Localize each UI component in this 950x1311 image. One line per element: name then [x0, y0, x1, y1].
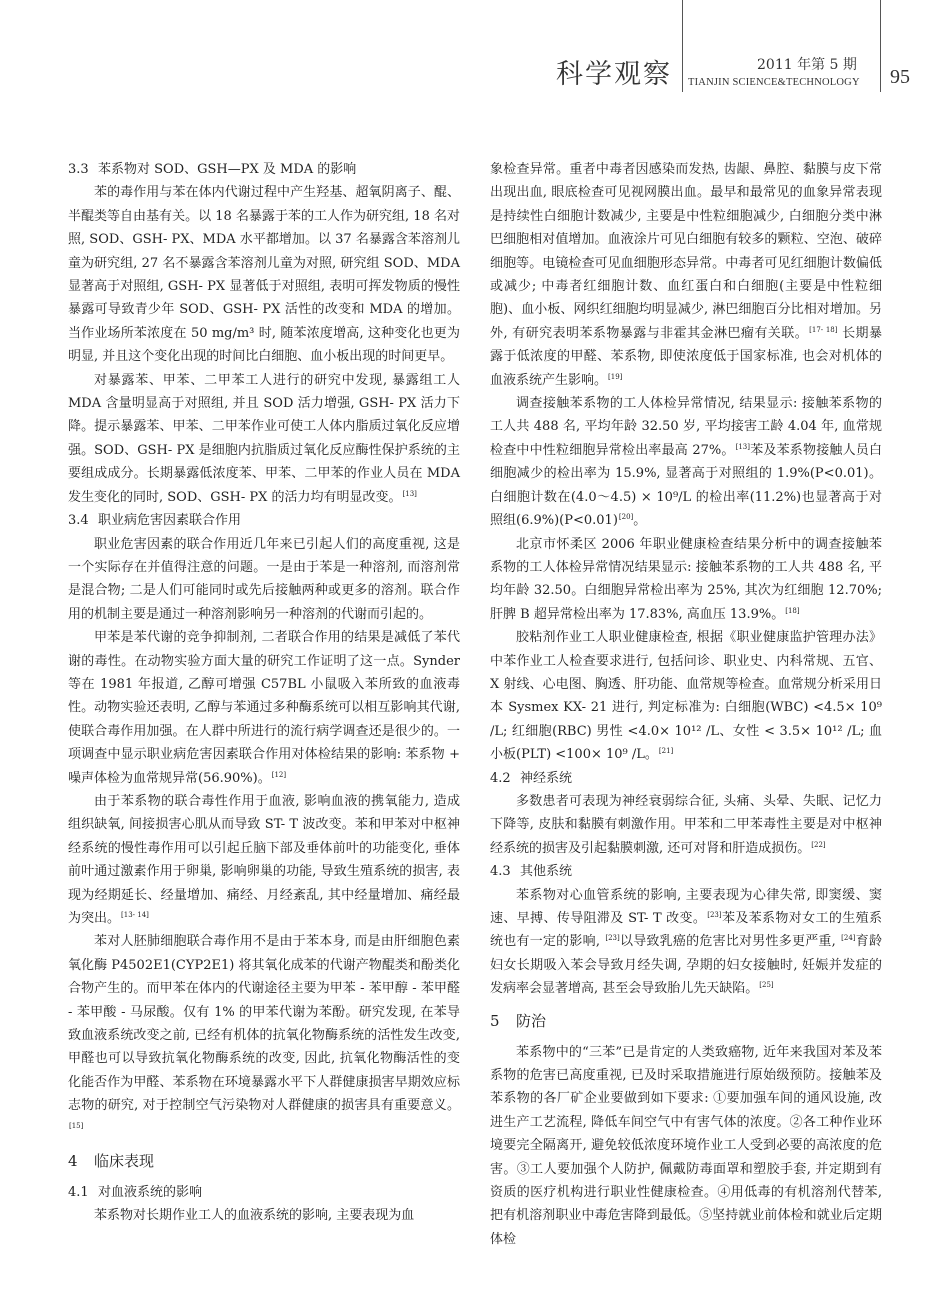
citation-ref: [17- 18]	[809, 325, 838, 334]
section-title: 职业病危害因素联合作用	[98, 513, 242, 529]
paragraph-text: 苯对人胚肺细胞联合毒作用不是由于苯本身, 而是由肝细胞色素氧化酶 P4502E1(CYP2E1) 将其氧化成苯的代谢产物醌类和酚类化合物产生的。而甲苯在体内的代谢途径主要为甲苯 - 苯甲醇 - 苯甲醛 - 苯甲酸 - 马尿酸。仅有 1% 的甲苯代谢为苯酚。研究发现, 在苯导致血液系统改变之前, 已经有机体的抗氧化物酶系统的活性发生改变, 甲醛也可以导致抗氧化物酶系统的改变, 因此, 抗氧化物酶活性的变化能否作为甲醛、苯系物在环境暴露水平下人群健康损害早期效应标志物的研究, 对于控制空气污染物对人群健康的损害具有重要意义。	[68, 934, 460, 1114]
paragraph-text: 苯系物中的“三苯”已是肯定的人类致癌物, 近年来我国对苯及苯系物的危害已高度重视, 已及时采取措施进行原始级预防。接触苯及苯系物的各厂矿企业要做到如下要求: ①要加强车间的通风设施, 改进生产工艺流程, 降低车间空气中有害气体的浓度。②各工种作业环境要完全隔离开, 避免较低浓度环境作业工人受到必要的高浓度的危害。③工人要加强个人防护, 佩戴防毒面罩和塑胶手套, 并定期到有资质的医疗机构进行职业性健康检查。④用低毒的有机溶剂代替苯, 把有机溶剂职业中毒危害降到最低。⑤坚持就业前体检和就业后定期体检	[490, 1044, 882, 1247]
section-title: 神经系统	[520, 770, 573, 786]
section-title: 其他系统	[520, 864, 573, 880]
paragraph-text: 苯系物对长期作业工人的血液系统的影响, 主要表现为血	[94, 1208, 415, 1224]
section-title: 临床表现	[94, 1152, 155, 1171]
citation-ref: [15]	[69, 1121, 84, 1130]
paragraph-text: 长期暴露于低浓度的甲醛、苯系物, 即使浓度低于国家标准, 也会对机体的血液系统产生影响。	[490, 325, 882, 388]
paragraph-text: 育龄妇女长期吸入苯会导致月经失调, 孕期的妇女接触时, 妊娠并发症的发病率会显著增高, 甚至会导致胎儿先天缺陷。	[490, 934, 883, 997]
body-paragraph	[490, 884, 882, 1001]
body-paragraph	[68, 533, 460, 627]
citation-ref: [25]	[759, 981, 774, 990]
paragraph-text: 苯的毒作用与苯在体内代谢过程中产生羟基、超氧阴离子、醌、半醌类等自由基有关。以 18 名暴露于苯的工人作为研究组, 18 名对照, SOD、GSH- PX、MDA 水平都增加。以 37 名暴露含苯溶剂儿童为研究组, 27 名不暴露含苯溶剂儿童为对照, 研究组 SOD、MDA 显著高于对照组, GSH- PX 显著低于对照组, 表明可挥发物质的慢性暴露可导致青少年 SOD、GSH- PX 活性的改变和 MDA 的增加。当作业场所苯浓度在 50 mg/m³ 时, 随苯浓度增高, 这种变化也更为明显, 并且这个变化出现的时间比白细胞、血小板出现的时间更早。	[68, 185, 460, 365]
body-paragraph	[68, 930, 460, 1141]
body-paragraph	[490, 392, 882, 532]
paragraph-text: 苯及苯系物对女工的生殖系统也有一定的影响,	[490, 911, 882, 950]
paragraph-text: 由于苯系物的联合毒性作用于血液, 影响血液的携氧能力, 造成组织缺氧, 间接损害心肌从而导致 ST- T 波改变。苯和甲苯对中枢神经系统的慢性毒作用可以引起丘脑下部及垂体前叶的功能变化, 垂体前叶通过激素作用于卵巢, 影响卵巢的功能, 导致生殖系统的损害, 表现为经期延长、经量增加、痛经、月经紊乱, 其中经量增加、痛经最为突出。	[68, 793, 460, 926]
citation-ref: [13]	[735, 442, 750, 451]
body-paragraph	[490, 533, 882, 627]
citation-ref: [12]	[271, 770, 287, 779]
header-divider-right	[880, 0, 881, 92]
section-number: 4.2	[490, 770, 511, 786]
subsection-heading	[490, 860, 882, 883]
body-paragraph	[490, 1041, 882, 1252]
subsection-heading	[68, 1181, 460, 1204]
citation-ref: [23]	[707, 911, 722, 919]
citation-ref: [23]	[605, 934, 620, 943]
paragraph-text: 职业危害因素的联合作用近几年来已引起人们的高度重视, 这是一个实际存在并值得注意的问题。一是由于苯是一种溶剂, 而溶剂常是混合物; 二是人们可能同时或先后接触两种或更多的溶剂。联合作用的机制主要是通过一种溶剂影响另一种溶剂的代谢而引起的。	[68, 536, 460, 622]
journal-name: TIANJIN SCIENCE&TECHNOLOGY	[688, 77, 860, 88]
paragraph-text: 甲苯是苯代谢的竞争抑制剂, 二者联合作用的结果是减低了苯代谢的毒性。在动物实验方面大量的研究工作证明了这一点。Synder 等在 1981 年报道, 乙醇可增强 C57BL 小鼠吸入苯所致的血液毒性。动物实验还表明, 乙醇与苯通过多种酶系统可以相互影响其代谢, 使联合毒作用加强。在人群中所进行的流行病学调查还是很少的。一项调查中显示职业病危害因素联合作用对体检结果的影响: 苯系物 + 噪声体检为血常规异常(56.90%)。	[68, 630, 460, 786]
body-paragraph	[490, 158, 882, 392]
body-paragraph	[68, 626, 460, 790]
citation-ref: [21]	[658, 747, 674, 756]
body-paragraph	[68, 369, 460, 509]
section-title: 防治	[516, 1011, 547, 1030]
section-number: 5	[490, 1011, 500, 1030]
section-number: 3.3	[68, 162, 89, 177]
paragraph-text: 苯及苯系物接触人员白细胞减少的检出率为 15.9%, 显著高于对照组的 1.9%(P<0.01)。白细胞计数在(4.0～4.5) × 10⁹/L 的检出率(11.2%)也显著高于对照组(6.9%)(P<0.01)	[490, 442, 882, 529]
paragraph-text: 象检查异常。重者中毒者因感染而发热, 齿龈、鼻腔、黏膜与皮下常出现出血, 眼底检查可见视网膜出血。最早和最常见的血象异常表现是持续性白细胞计数减少, 主要是中性粒细胞减少, 白细胞分类中淋巴细胞相对值增加。血液涂片可见白细胞有较多的颗粒、空泡、破碎细胞等。电镜检查可见血细胞形态异常。中毒者可见红细胞计数偏低或减少; 中毒者红细胞计数、血红蛋白和白细胞(主要是中性粒细胞)、血小板、网织红细胞均明显减少, 淋巴细胞百分比相对增加。另外, 有研究表明苯系物暴露与非霍其金淋巴瘤有关联。	[490, 162, 882, 341]
subsection-heading	[68, 509, 460, 532]
section-title: 苯系物对 SOD、GSH—PX 及 MDA 的影响	[98, 162, 357, 177]
citation-ref: [22]	[811, 840, 826, 849]
paragraph-text: 胶粘剂作业工人职业健康检查, 根据《职业健康监护管理办法》中苯作业工人检查要求进行, 包括问诊、职业史、内科常规、五官、X 射线、心电图、胸透、肝功能、血常规等检查。血常规分析采用日本 Sysmex KX- 21 进行, 判定标准为: 白细胞(WBC) <4.5× 10⁹ /L; 红细胞(RBC) 男性 <4.0× 10¹² /L、女性 < 3.5× 10¹² /L; 血小板(PLT) <100× 10⁹ /L。	[490, 630, 882, 763]
paragraph-text: 苯系物对心血管系统的影响, 主要表现为心律失常, 即窦缓、窦速、早搏、传导阻滞及 ST- T 改变。	[490, 887, 882, 926]
journal-section-title: 科学观察	[556, 59, 672, 90]
citation-ref: [19]	[608, 372, 623, 381]
citation-ref: [18]	[785, 606, 800, 615]
citation-ref: [24]	[841, 934, 856, 943]
section-title: 对血液系统的影响	[98, 1185, 203, 1201]
paragraph-text: 多数患者可表现为神经衰弱综合征, 头痛、头晕、失眠、记忆力下降等, 皮肤和黏膜有刺激作用。甲苯和二甲苯毒性主要是对中枢神经系统的损害及引起黏膜刺激, 还可对肾和肝造成损伤。	[490, 793, 882, 856]
section-heading	[490, 1007, 882, 1035]
page-number: 95	[890, 66, 910, 88]
paragraph-text: 以导致乳癌的危害比对男性多更严重,	[619, 934, 841, 950]
section-number: 4.3	[490, 864, 511, 880]
section-heading	[68, 1147, 460, 1175]
citation-ref: [20]	[618, 513, 634, 522]
citation-ref: [13- 14]	[121, 911, 149, 919]
paragraph-text: 北京市怀柔区 2006 年职业健康检查结果分析中的调查接触苯系物的工人体检异常情况结果显示: 接触苯系物的工人共 488 名, 平均年龄 32.50。白细胞异常检出率为 25%, 其次为红细胞 12.70%; 肝脾 B 超异常检出率为 17.83%, 高血压 13.9%。	[490, 536, 882, 622]
body-paragraph	[68, 1204, 460, 1227]
body-paragraph	[490, 790, 882, 860]
body-paragraph	[68, 181, 460, 368]
subsection-heading	[490, 767, 882, 790]
paragraph-text: 。	[633, 513, 647, 529]
section-number: 3.4	[68, 513, 89, 529]
paragraph-text: 对暴露苯、甲苯、二甲苯工人进行的研究中发现, 暴露组工人 MDA 含量明显高于对照组, 并且 SOD 活力增强, GSH- PX 活力下降。提示暴露苯、甲苯、二甲苯作业可使工人体内脂质过氧化反应增强。SOD、GSH- PX 是细胞内抗脂质过氧化反应酶性保护系统的主要组成成分。长期暴露低浓度苯、甲苯、二甲苯的作业人员在 MDA 发生变化的同时, SOD、GSH- PX 的活力均有明显改变。	[68, 372, 460, 505]
header-divider-left	[682, 0, 683, 92]
right-text-column	[490, 158, 882, 1251]
body-paragraph	[68, 790, 460, 930]
left-text-column	[68, 158, 460, 1228]
section-number: 4.1	[68, 1185, 89, 1201]
paragraph-text: 调查接触苯系物的工人体检异常情况, 结果显示: 接触苯系物的工人共 488 名, 平均年龄 32.50 岁, 平均接害工龄 4.04 年, 血常规检查中中性粒细胞异常检出率最高 27%。	[490, 396, 882, 458]
citation-ref: [13]	[402, 489, 417, 498]
body-paragraph	[490, 626, 882, 766]
issue-label: 2011 年第 5 期	[757, 57, 857, 73]
section-number: 4	[68, 1152, 78, 1171]
subsection-heading	[68, 158, 460, 181]
